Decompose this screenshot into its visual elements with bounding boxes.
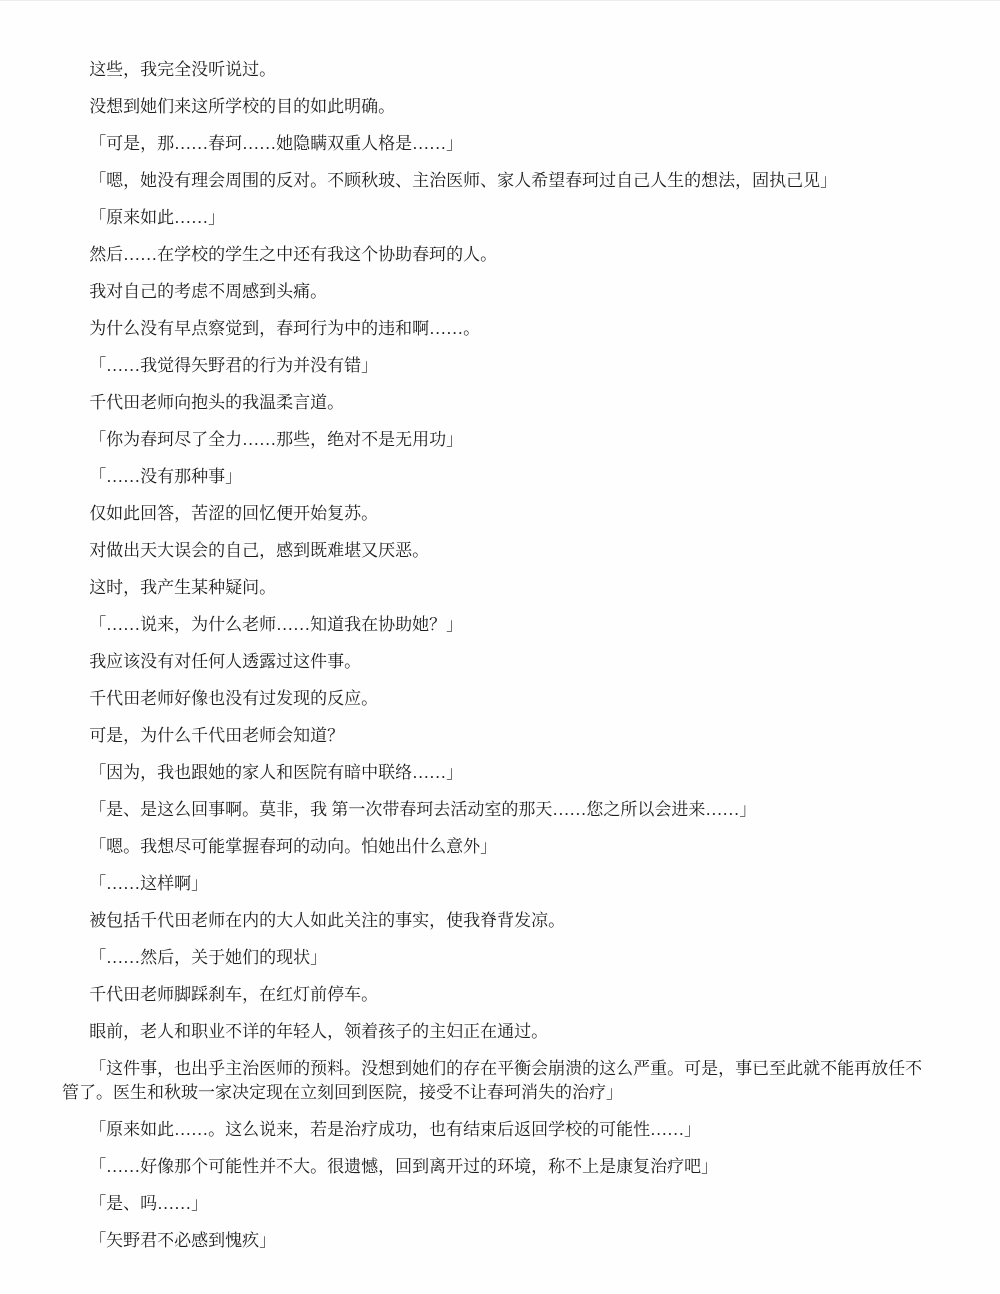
paragraph: 「……说来，为什么老师……知道我在协助她？」: [89, 615, 464, 634]
text-content: [62, 58, 938, 1253]
paragraph: 「……这样啊」: [89, 874, 209, 893]
paragraph: 没想到她们来这所学校的目的如此明确。: [89, 97, 396, 116]
paragraph: 这时，我产生某种疑问。: [89, 578, 277, 597]
paragraph: 「……好像那个可能性并不大。很遗憾，回到离开过的环境，称不上是康复治疗吧」: [89, 1157, 719, 1176]
paragraph: 为什么没有早点察觉到，春珂行为中的违和啊……。: [89, 319, 481, 338]
paragraph: 「原来如此……」: [89, 208, 226, 227]
paragraph: 「嗯，她没有理会周围的反对。不顾秋玻、主治医师、家人希望春珂过自己人生的想法，固执己见」: [89, 171, 838, 190]
paragraph: 可是，为什么千代田老师会知道？: [89, 726, 345, 745]
paragraph: 对做出天大误会的自己，感到既难堪又厌恶。: [89, 541, 430, 560]
paragraph: 「是、是这么回事啊。莫非，我 第一次带春珂去活动室的那天……您之所以会进来……」: [89, 800, 757, 819]
paragraph: 这些，我完全没听说过。: [89, 60, 277, 79]
paragraph: 我对自己的考虑不周感到头痛。: [89, 282, 328, 301]
paragraph: 「……没有那种事」: [89, 467, 243, 486]
paragraph: 「嗯。我想尽可能掌握春珂的动向。怕她出什么意外」: [89, 837, 498, 856]
paragraph: 「原来如此……。这么说来，若是治疗成功，也有结束后返回学校的可能性……」: [89, 1120, 702, 1139]
paragraph: 被包括千代田老师在内的大人如此关注的事实，使我脊背发凉。: [89, 911, 566, 930]
paragraph: 千代田老师向抱头的我温柔言道。: [89, 393, 345, 412]
paragraph: 「可是，那……春珂……她隐瞒双重人格是……」: [89, 134, 464, 153]
paragraph: 「是、吗……」: [89, 1194, 209, 1213]
paragraph: 「因为，我也跟她的家人和医院有暗中联络……」: [89, 763, 464, 782]
paragraph: 「……我觉得矢野君的行为并没有错」: [89, 356, 379, 375]
paragraph: 然后……在学校的学生之中还有我这个协助春珂的人。: [89, 245, 498, 264]
paragraph: 「这件事，也出乎主治医师的预料。没想到她们的存在平衡会崩溃的这么严重。可是，事已至此就不能再放任不管了。医生和秋玻一家决定现在立刻回到医院，接受不让春珂消失的治疗」: [62, 1059, 923, 1102]
paragraph: 「矢野君不必感到愧疚」: [89, 1231, 277, 1250]
paragraph: 仅如此回答，苦涩的回忆便开始复苏。: [89, 504, 379, 523]
paragraph: 我应该没有对任何人透露过这件事。: [89, 652, 362, 671]
paragraph: 「你为春珂尽了全力……那些，绝对不是无用功」: [89, 430, 464, 449]
paragraph: 千代田老师好像也没有过发现的反应。: [89, 689, 379, 708]
paragraph: 千代田老师脚踩刹车，在红灯前停车。: [89, 985, 379, 1004]
paragraph: 「……然后，关于她们的现状」: [89, 948, 328, 967]
paragraph: 眼前，老人和职业不详的年轻人，领着孩子的主妇正在通过。: [89, 1022, 549, 1041]
